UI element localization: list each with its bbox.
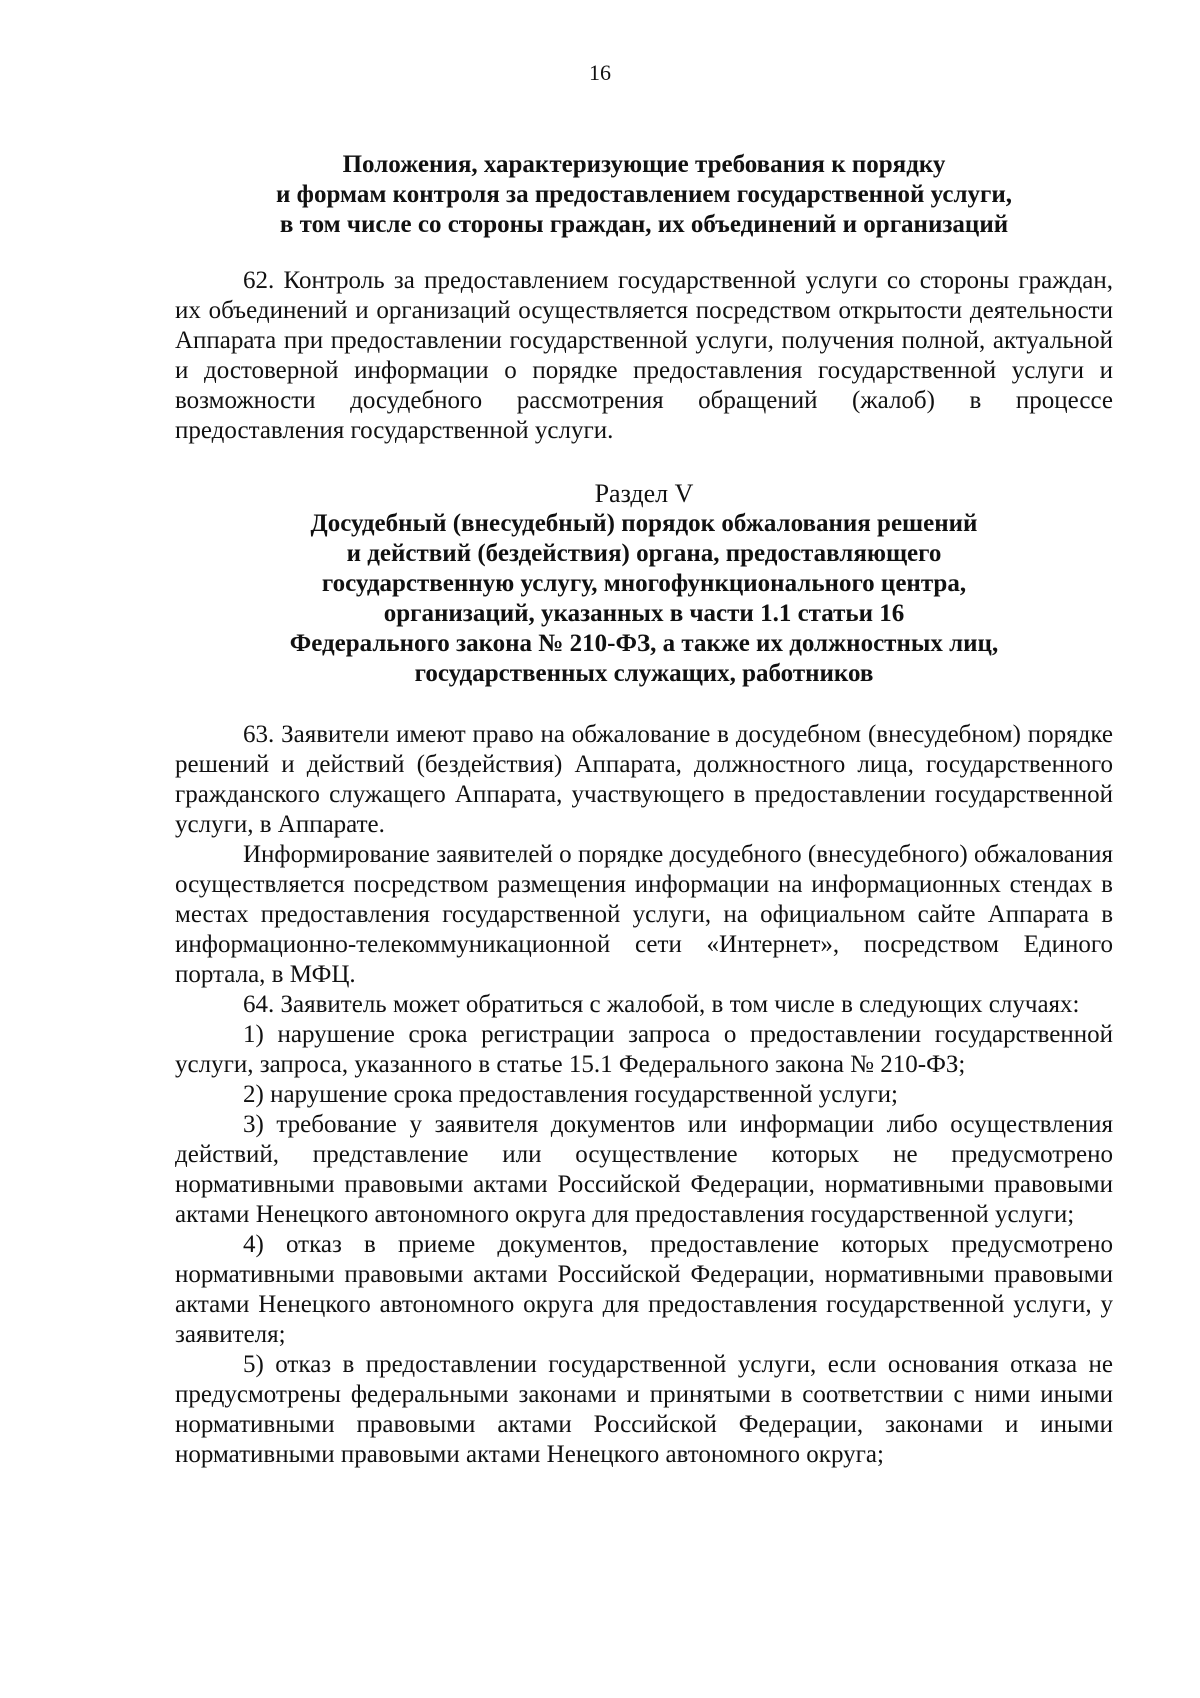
paragraph-informing: Информирование заявителей о порядке досудебного (внесудебного) обжалования осуществляется посредством размещения информации на информационных стендах в местах предоставления государственной услуги, на официальном сайте Аппарата в информационно-телекоммуникационной сети «Интернет», посредством Единого портала, в МФЦ.	[175, 841, 1113, 988]
list-item-1: 1) нарушение срока регистрации запроса о предоставлении государственной услуги, запроса, указанного в статье 15.1 Федерального закона № 210-ФЗ;	[175, 1021, 1113, 1078]
list-item-4: 4) отказ в приеме документов, предоставление которых предусмотрено нормативными правовыми актами Российской Федерации, нормативными правовыми актами Ненецкого автономного округа для предоставления государственной услуги, у заявителя;	[175, 1231, 1113, 1348]
paragraph-62: 62. Контроль за предоставлением государственной услуги со стороны граждан, их объединений и организаций осуществляется посредством открытости деятельности Аппарата при предоставлении государственной услуги, получения полной, актуальной и достоверной информации о порядке предоставления государственной услуги и возможности досудебного рассмотрения обращений (жалоб) в процессе предоставления государственной услуги.	[175, 267, 1113, 444]
page-number: 16	[589, 60, 611, 85]
appeal-section-heading: Досудебный (внесудебный) порядок обжалования решений и действий (бездействия) органа, предоставляющего государственную услугу, многофункционального центра, организаций, указанных в части 1.1 статьи 16 Федерального закона № 210-ФЗ, а также их должностных лиц, государственных служащих, работников	[289, 510, 999, 687]
list-item-5: 5) отказ в предоставлении государственной услуги, если основания отказа не предусмотрены федеральными законами и принятыми в соответствии с ними иными нормативными правовыми актами Российской Федерации, законами и иными нормативными правовыми актами Ненецкого автономного округа;	[175, 1351, 1113, 1468]
paragraph-64: 64. Заявитель может обратиться с жалобой, в том числе в следующих случаях:	[243, 991, 1080, 1018]
control-section-heading: Положения, характеризующие требования к порядку и формам контроля за предоставлением государственной услуги, в том числе со стороны граждан, их объединений и организаций	[276, 151, 1012, 238]
section-v-header	[175, 479, 1113, 689]
control-section-heading-block	[175, 150, 1113, 240]
paragraph-63: 63. Заявители имеют право на обжалование в досудебном (внесудебном) порядке решений и действий (бездействия) Аппарата, должностного лица, государственного гражданского служащего Аппарата, участвующего в предоставлении государственной услуги, в Аппарате.	[175, 721, 1113, 838]
appeal-paragraphs	[175, 720, 1113, 1470]
paragraph-62-block	[175, 266, 1113, 446]
list-item-2: 2) нарушение срока предоставления государственной услуги;	[243, 1081, 898, 1108]
list-item-3: 3) требование у заявителя документов или информации либо осуществления действий, представление или осуществление которых не предусмотрено нормативными правовыми актами Российской Федерации, нормативными правовыми актами Ненецкого автономного округа для предоставления государственной услуги;	[175, 1111, 1113, 1228]
section-label: Раздел V	[594, 479, 694, 508]
